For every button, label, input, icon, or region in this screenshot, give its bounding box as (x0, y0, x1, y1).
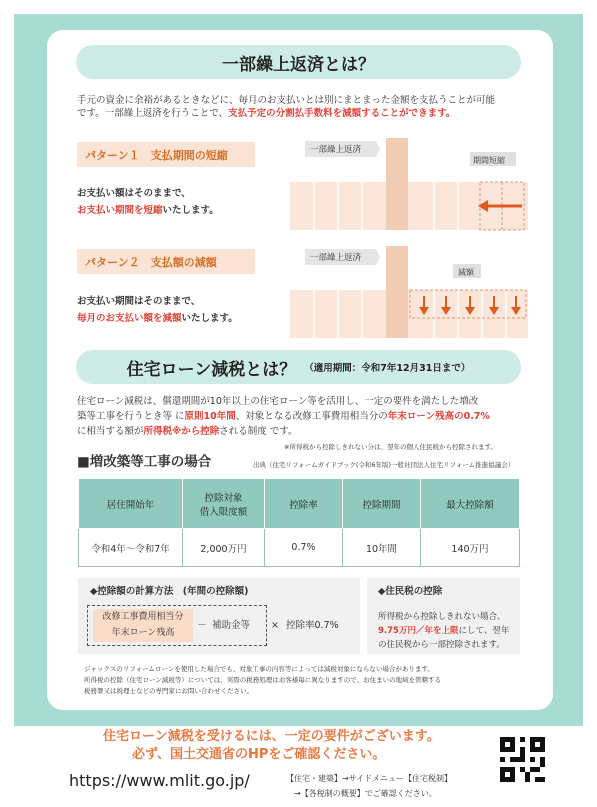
fineprint-1: ジャックスのリフォームローンを使用した場合でも、対象工事の内容等によっては減税対象にならない場合があります。 (84, 665, 434, 673)
table-header-cell: 居住開始年 (79, 479, 183, 529)
pattern2-reduce-label: 減額 (458, 268, 474, 277)
pattern2-desc1: お支払い期間はそのままで、 (77, 296, 201, 307)
calc-minus: － (197, 620, 207, 631)
calc-term1: 改修工事費用相当分 年末ローン残高 (93, 609, 193, 642)
table-cell: 0.7% (265, 529, 343, 567)
section1-intro-line1: 手元の資金に余裕があるときなどに、毎月のお支払いとは別にまとまった金額を支払うことが可能 (77, 95, 496, 106)
pattern1-prepay-label: 一部繰上返済 (310, 145, 362, 155)
calc-title: ◆控除額の計算方法 (年間の控除額) (90, 586, 249, 597)
resident-tax-line1: 所得税から控除しきれない場合、 (378, 612, 506, 622)
pattern1-shorten-label: 期間短縮 (473, 156, 505, 165)
table-source: 出典（住宅リフォームガイドブック(令和6年版)一般社団法人住宅リフォーム推進協議会） (253, 461, 515, 469)
calc-subsidy: 補助金等 (212, 620, 251, 631)
pattern2-desc2: 毎月のお支払い額を減額いたします。 (77, 313, 238, 324)
footer-notice-2: 必ず、国土交通省のHPをご確認ください。 (132, 747, 386, 762)
resident-tax-title: ◆住民税の控除 (378, 586, 443, 597)
pattern1-prepay-bar (386, 138, 408, 230)
pattern2-diagram-bg (290, 290, 528, 338)
resident-tax-line3: の住民税から一部控除されます。 (378, 640, 505, 650)
section2-para-line3: に相当する額が所得税※から控除される制度 です。 (77, 426, 298, 437)
section2-para-line1: 住宅ローン減税は、償還期間が10年以上の住宅ローン等を活用し、一定の要件を満たした増改 (77, 396, 479, 407)
footer-url[interactable]: https://www.mlit.go.jp/ (69, 771, 250, 790)
deduction-table (78, 478, 520, 567)
footer-nav-1: 【住宅・建築】→サイドメニュー【住宅税制】 (286, 774, 453, 783)
footer-notice-1: 住宅ローン減税を受けるには、一定の要件がございます。 (103, 729, 440, 744)
pattern1-desc1: お支払い額はそのままで、 (77, 188, 191, 199)
calc-times: × (271, 620, 279, 631)
pattern2-label: パターン２ 支払額の減額 (77, 249, 255, 274)
section2-para-line2: 築等工事を行うとき等 に原則10年間、対象となる改修工事費用相当分の年末ローン残高の0.7% (77, 411, 490, 422)
table-cell: 令和4年〜令和7年 (79, 529, 183, 567)
table-cell: 140万円 (421, 529, 520, 567)
section1-title: 一部繰上返済とは？ (76, 45, 521, 79)
table-header-cell: 控除対象 借入限度額 (183, 479, 265, 529)
pattern1-diagram (290, 136, 530, 234)
table-cell: 10年間 (343, 529, 421, 567)
calc-rate: 控除率0.7% (286, 620, 339, 631)
pattern1-desc2: お支払い期間を短縮いたします。 (77, 205, 219, 216)
resident-tax-line2: 9.75万円／年を上限にして、翌年 (378, 626, 510, 636)
table-header-cell: 控除期間 (343, 479, 421, 529)
footer-nav-2: →【各税制の概要】でご確認ください。 (294, 789, 437, 798)
section2-note: ※所得税から控除しきれない分は、翌年の個人住民税から控除されます。 (284, 443, 497, 451)
table-header-cell: 最大控除額 (421, 479, 520, 529)
fineprint-2: 所得税の控除（住宅ローン減税等）については、実際の税務処理はお客様毎に異なりますので、お住まいの地域を管轄する (84, 676, 442, 684)
pattern2-prepay-label: 一部繰上返済 (310, 253, 362, 263)
pattern2-diagram (290, 244, 530, 342)
fineprint-3: 税務署又は税理士などの専門家にお問い合わせください。 (84, 687, 253, 695)
qr-code-icon[interactable] (500, 737, 545, 782)
section2-title: 住宅ローン減税とは？ （適用期間：令和7年12月31日まで） (76, 350, 521, 384)
table-row (79, 529, 520, 567)
pattern1-label: パターン１ 支払期間の短縮 (77, 142, 255, 167)
section1-intro-line2: です。一部繰上返済を行うことで、支払予定の分割払手数料を減額することができます。 (77, 108, 456, 119)
pattern2-prepay-bar (386, 246, 408, 338)
table-header-row (79, 479, 520, 529)
table-cell: 2,000万円 (183, 529, 265, 567)
table-heading: ■増改築等工事の場合 (77, 454, 212, 470)
table-header-cell: 控除率 (265, 479, 343, 529)
